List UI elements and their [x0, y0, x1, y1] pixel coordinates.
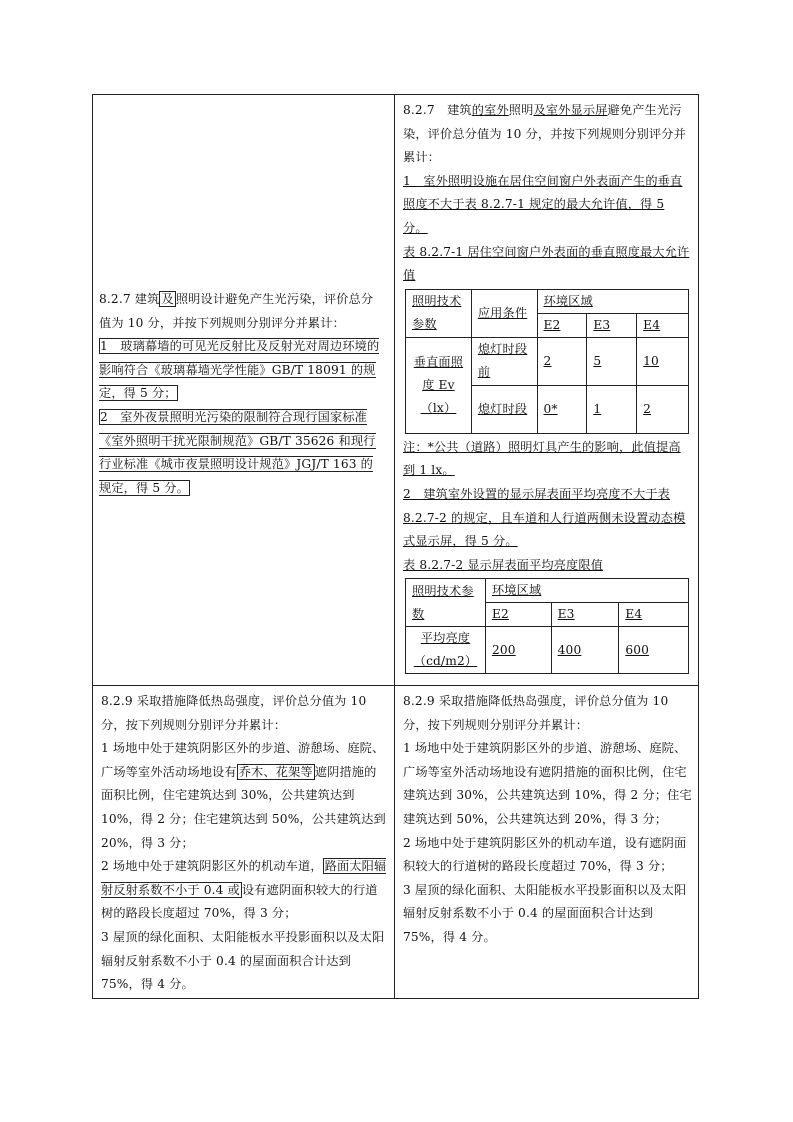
t1-val-off-e3: 1 [587, 385, 637, 433]
t1-val-before-e4: 10 [637, 337, 689, 385]
new-8-2-9-item2: 2 场地中处于建筑阴影区外的机动车道，设有遮阴面积较大的行道树的路段长度超过 70%，得 3 分； [403, 835, 687, 874]
old-8-2-9-item1-b: 遮阴措施的面积比例，住宅建筑达到 30%，公共建筑达到 10%，得 2 分；住宅建筑达到 50%，公共建筑达到 20%，得 3 分； [101, 764, 386, 850]
t2-header-zone: 环境区域 [485, 579, 688, 603]
new-clause-8-2-9 [395, 686, 699, 999]
t2-param: 平均亮度（cd/m2） [406, 627, 486, 674]
t1-zone-e4: E4 [637, 313, 689, 337]
row-8-2-9 [93, 686, 699, 999]
old-8-2-9-item2-a: 2 场地中处于建筑阴影区外的机动车道， [101, 859, 323, 874]
old-8-2-9-item1-a: 1 场地中处于建筑阴影区外的步道、游憩场、庭院、广场等室外活动场地设有 [101, 741, 385, 779]
t1-cond-off: 熄灯时段 [471, 385, 537, 433]
old-8-2-9-item1 [101, 737, 388, 855]
new-8-2-9-item1: 1 场地中处于建筑阴影区外的步道、游憩场、庭院、广场等室外活动场地设有遮阴措施的面积比例，住宅建筑达到 30%，公共建筑达到 10%，得 2 分；住宅建筑达到 50%，公共建筑达到 20%，得 3 分； [403, 741, 692, 826]
old-8-2-9-intro: 8.2.9 采取措施降低热岛强度，评价总分值为 10 分，按下列规则分别评分并累计： [101, 694, 367, 732]
table1-caption: 表 8.2.7-1 居住空间窗户外表面的垂直照度最大允许值 [403, 244, 690, 283]
t2-zone-e2: E2 [485, 603, 551, 627]
t1-header-param: 照明技术参数 [406, 289, 472, 337]
t1-val-off-e2: 0* [537, 385, 587, 433]
old-8-2-7-head-rest: 照明设计避免产生光污染，评价总分值为 10 分，并按下列规则分别评分并累计： [99, 292, 374, 330]
new-8-2-9-intro: 8.2.9 采取措施降低热岛强度，评价总分值为 10 分，按下列规则分别评分并累计： [403, 694, 669, 732]
new-8-2-7-head-b: 照明 [508, 103, 534, 117]
t2-header-param: 照明技术参数 [406, 579, 486, 627]
old-8-2-7-deleted-char: 及 [161, 292, 174, 306]
comparison-page [92, 94, 698, 999]
t1-param: 垂直面照度 Ev（lx） [406, 337, 472, 433]
old-8-2-9-item3: 3 屋顶的绿化面积、太阳能板水平投影面积以及太阳辐射反射系数不小于 0.4 的屋面面积合计达到 75%，得 4 分。 [101, 929, 385, 992]
old-8-2-7-head: 8.2.7 建筑 [99, 292, 160, 306]
t2-val-e2: 200 [485, 627, 551, 674]
old-8-2-9-item1-deleted: 乔木、花架等 [238, 764, 313, 779]
t2-zone-e3: E3 [551, 603, 619, 627]
old-8-2-7-item2: 2 室外夜景照明光污染的限制符合现行国家标准《室外照明干扰光限制规范》GB/T 35626 和现行行业标准《城市夜景照明设计规范》JGJ/T 163 的规定，得 5 分。 [99, 409, 376, 495]
new-clause-8-2-7 [395, 95, 699, 686]
table-8-2-7-2 [405, 578, 689, 674]
t1-zone-e3: E3 [587, 313, 637, 337]
new-clause-8-2-9-text [395, 686, 698, 950]
old-8-2-9-item2 [101, 855, 388, 926]
old-clause-8-2-7-text [99, 288, 381, 500]
old-8-2-7-item1: 1 玻璃幕墙的可见光反射比及反射光对周边环境的影响符合《玻璃幕墙光学性能》GB/T 18091 的规定，得 5 分； [99, 339, 380, 401]
old-8-2-9-item2-b: 设有遮阴面积较大的行道树的路段长度超过 70%，得 3 分； [101, 882, 378, 921]
new-8-2-7-head-c: 避免产生光污染，评价总分值为 10 分，并按下列规则分别评分并累计： [403, 103, 686, 165]
t1-val-before-e2: 2 [537, 337, 587, 385]
new-8-2-7-item1: 1 室外照明设施在居住空间窗户外表面产生的垂直照度不大于表 8.2.7-1 规定的最大允许值，得 5 分。 [403, 173, 683, 235]
new-8-2-7-item2: 2 建筑室外设置的显示屏表面平均亮度不大于表 8.2.7-2 的规定，且车道和人行道两侧未设置动态模式显示屏，得 5 分。 [403, 486, 686, 549]
old-clause-8-2-9 [93, 686, 395, 999]
old-clause-8-2-7 [93, 95, 395, 686]
t1-val-off-e4: 2 [637, 385, 689, 433]
t1-header-zone: 环境区域 [537, 289, 689, 313]
new-8-2-9-item3: 3 屋顶的绿化面积、太阳能板水平投影面积以及太阳辐射反射系数不小于 0.4 的屋面面积合计达到 75%，得 4 分。 [403, 882, 687, 944]
old-clause-8-2-9-text [93, 686, 394, 997]
row-8-2-7 [93, 95, 699, 686]
new-clause-8-2-7-text [395, 95, 698, 674]
new-8-2-7-head [403, 99, 692, 170]
comparison-table [92, 94, 699, 999]
table1-note: 注：*公共（道路）照明灯具产生的影响，此值提高到 1 lx。 [403, 439, 681, 478]
t2-val-e3: 400 [551, 627, 619, 674]
table-8-2-7-1 [405, 289, 689, 434]
t1-val-before-e3: 5 [587, 337, 637, 385]
t1-cond-before: 熄灯时段前 [471, 337, 537, 385]
new-8-2-7-head-a: 8.2.7 建筑 [403, 103, 472, 117]
t2-val-e4: 600 [619, 627, 689, 674]
new-8-2-7-insert-1: 的室外 [471, 103, 509, 117]
old-8-2-9-item2-deleted: 路面太阳辐射反射系数不小于 0.4 或 [101, 859, 387, 897]
t1-header-cond: 应用条件 [471, 289, 537, 337]
t1-zone-e2: E2 [537, 313, 587, 337]
table2-caption: 表 8.2.7-2 显示屏表面平均亮度限值 [403, 557, 604, 572]
new-8-2-7-insert-2: 及室外显示屏 [533, 103, 608, 117]
t2-zone-e4: E4 [619, 603, 689, 627]
